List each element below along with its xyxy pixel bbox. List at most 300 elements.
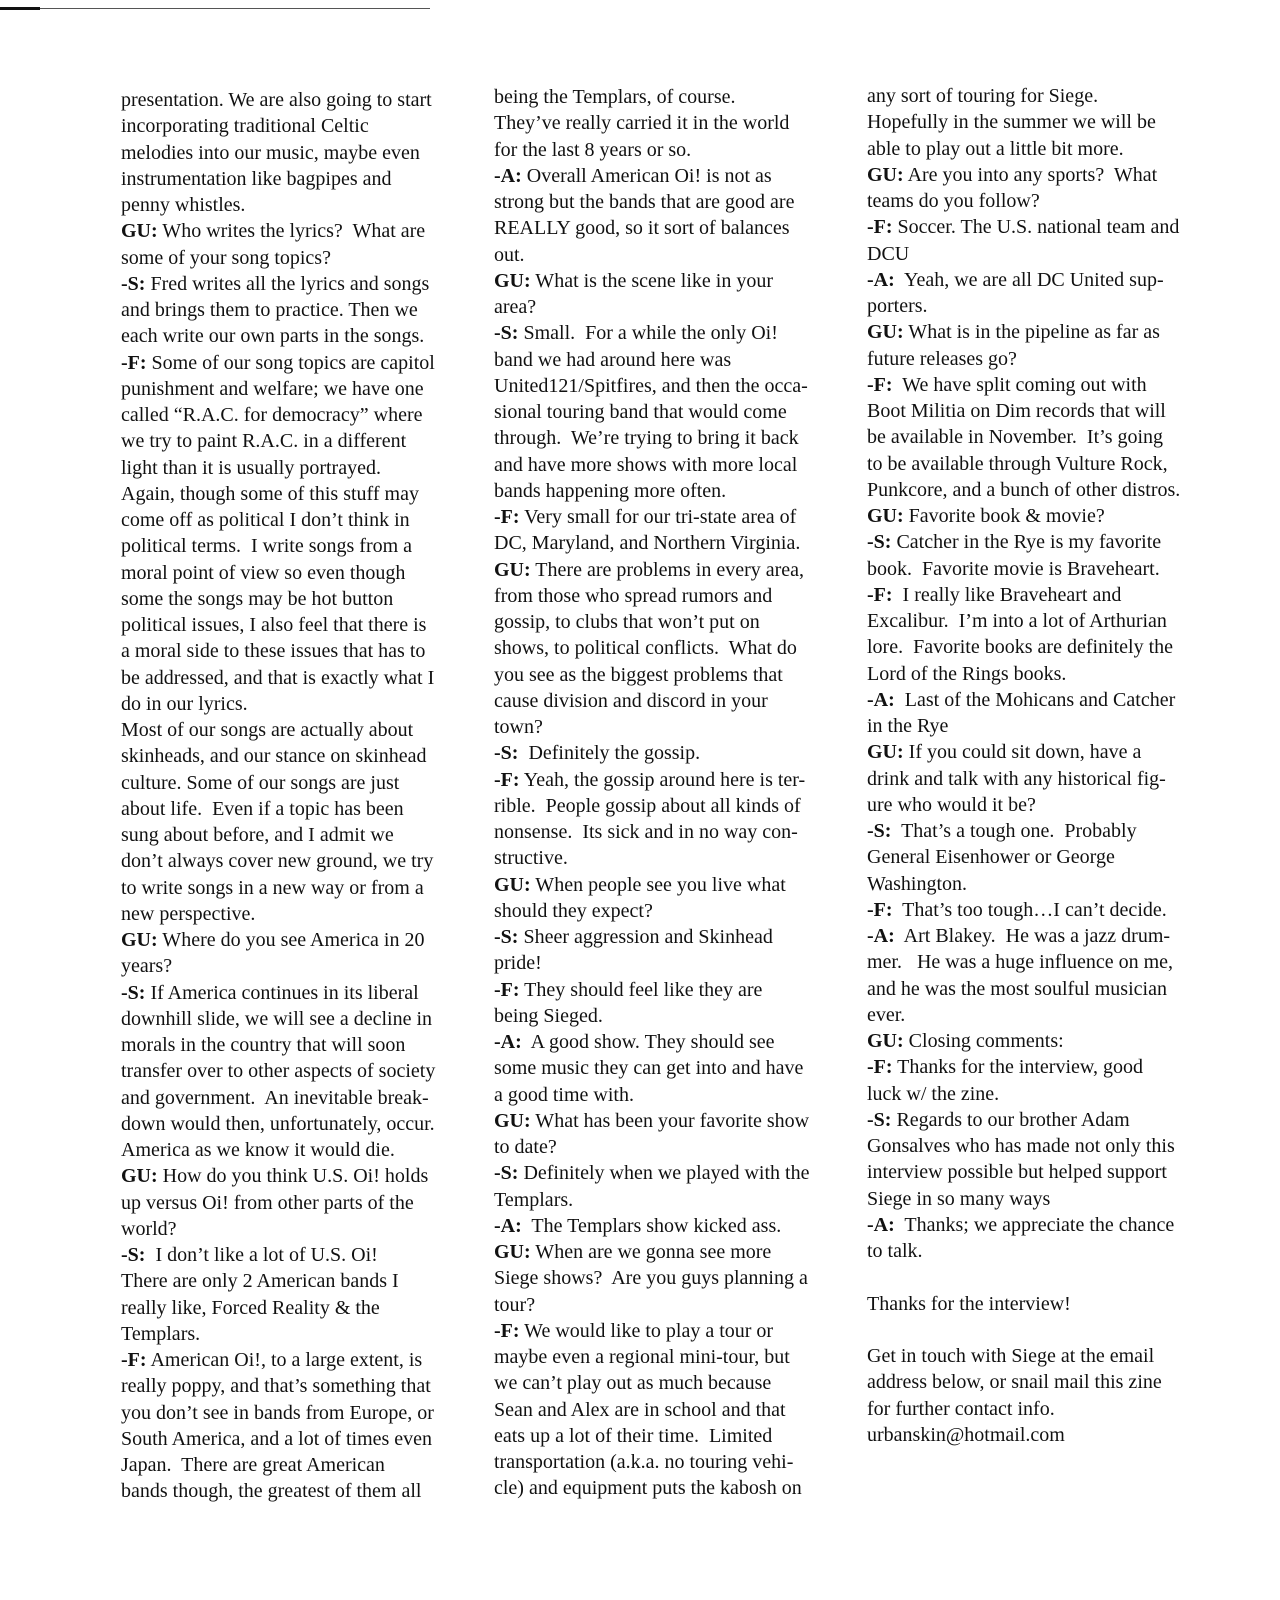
text-line <box>867 634 1237 660</box>
text-line <box>494 1055 864 1081</box>
speaker-label: GU: <box>867 505 904 527</box>
speaker-label: GU: <box>867 1030 904 1052</box>
text-line <box>121 875 491 901</box>
text-line <box>867 818 1237 844</box>
line-text: don’t always cover new ground, we try <box>121 850 434 873</box>
text-line <box>121 140 491 166</box>
line-text: drink and talk with any historical fig- <box>867 767 1166 790</box>
line-text: They’ve really carried it in the world <box>494 112 790 135</box>
text-line <box>867 398 1237 424</box>
line-text: What is in the pipeline as far as <box>903 321 1160 344</box>
text-line <box>494 1318 864 1344</box>
text-line <box>867 1133 1237 1159</box>
text-line <box>121 1321 491 1347</box>
line-text: interview possible but helped support <box>867 1161 1167 1184</box>
line-text: luck w/ the zine. <box>867 1082 1000 1105</box>
line-text: and brings them to practice. Then we <box>121 299 418 321</box>
line-text: There are problems in every area, <box>530 558 805 581</box>
line-text: you see as the biggest problems that <box>494 663 783 686</box>
line-text: to be available through Vulture Rock, <box>867 452 1168 475</box>
line-text: Soccer. The U.S. national team and <box>892 216 1180 239</box>
text-line <box>867 529 1237 555</box>
line-text: Yeah, we are all DC United sup- <box>894 268 1164 291</box>
line-text: and have more shows with more local <box>494 453 798 476</box>
speaker-label: -S: <box>867 820 892 842</box>
line-text: out. <box>494 243 525 266</box>
line-text: cause division and discord in your <box>494 689 768 712</box>
text-line <box>494 1239 864 1265</box>
text-line <box>867 1238 1237 1264</box>
text-line <box>867 1081 1237 1107</box>
line-text: They should feel like they are <box>519 978 763 1001</box>
text-line <box>494 452 864 478</box>
text-line <box>494 1187 864 1213</box>
text-line <box>121 822 491 848</box>
text-line <box>121 1190 491 1216</box>
line-text: world? <box>121 1217 177 1240</box>
speaker-label: -A: <box>494 1214 522 1237</box>
text-line <box>494 425 864 451</box>
line-text: to write songs in a new way or from a <box>121 876 424 899</box>
line-text: Some of our song topics are capitol <box>146 351 435 374</box>
text-line <box>121 323 491 349</box>
line-text: any sort of touring for Siege. <box>867 85 1099 107</box>
line-text: to talk. <box>867 1240 923 1262</box>
text-line <box>867 844 1237 870</box>
speaker-label: -A: <box>867 688 895 711</box>
line-text: Where do you see America in 20 <box>157 929 425 951</box>
line-text: We have split coming out with <box>892 373 1147 396</box>
line-text: and government. An inevitable break- <box>121 1086 429 1109</box>
text-line <box>121 1478 491 1504</box>
line-text: and he was the most soulful musician <box>867 977 1167 1000</box>
line-text: Small. For a while the only Oi! <box>518 322 778 345</box>
line-text: years? <box>121 955 173 978</box>
line-text: bands happening more often. <box>494 479 727 502</box>
text-line <box>121 1163 491 1189</box>
text-line <box>121 953 491 979</box>
text-line <box>494 557 864 583</box>
text-line <box>494 163 864 189</box>
line-text: some the songs may be hot button <box>121 587 394 610</box>
text-line <box>121 901 491 927</box>
line-text: melodies into our music, maybe even <box>121 141 420 164</box>
line-text: I don’t like a lot of U.S. Oi! <box>145 1244 378 1266</box>
line-text: That’s a tough one. Probably <box>891 820 1137 842</box>
text-line <box>867 871 1237 897</box>
text-line <box>121 166 491 192</box>
text-line <box>121 297 491 323</box>
speaker-label: GU: <box>867 321 904 344</box>
text-line <box>494 373 864 399</box>
text-line <box>867 1159 1237 1185</box>
text-line <box>494 268 864 294</box>
text-line <box>494 84 864 110</box>
line-text: American Oi!, to a large extent, is <box>146 1349 423 1371</box>
text-line <box>121 691 491 717</box>
line-text: How do you think U.S. Oi! holds <box>157 1165 429 1188</box>
line-text: bands though, the greatest of them all <box>121 1480 422 1503</box>
text-line <box>867 1317 1237 1343</box>
speaker-label: GU: <box>867 163 904 186</box>
line-text: Yeah, the gossip around here is ter- <box>519 768 806 791</box>
line-text: Closing comments: <box>903 1030 1064 1052</box>
line-text: Washington. <box>867 872 968 895</box>
line-text: presentation. We are also going to start <box>121 89 432 111</box>
line-text: pride! <box>494 952 542 975</box>
text-line <box>494 1344 864 1370</box>
text-line <box>121 271 491 297</box>
text-line <box>867 1107 1237 1133</box>
text-line <box>121 455 491 481</box>
speaker-label: -F: <box>867 583 893 606</box>
speaker-label: -F: <box>494 506 520 528</box>
text-line <box>494 504 864 530</box>
line-text: Sean and Alex are in school and that <box>494 1398 786 1421</box>
text-line <box>867 949 1237 975</box>
line-text: Favorite book & movie? <box>903 505 1105 527</box>
line-text: United121/Spitfires, and then the occa- <box>494 374 808 397</box>
speaker-label: -F: <box>867 898 893 921</box>
line-text: to date? <box>494 1136 557 1158</box>
line-text: shows, to political conflicts. What do <box>494 637 797 660</box>
text-line <box>867 713 1237 739</box>
line-text: gossip, to clubs that won’t put on <box>494 611 760 633</box>
speaker-label: GU: <box>494 873 531 896</box>
text-line <box>494 399 864 425</box>
text-line <box>121 1085 491 1111</box>
text-line <box>121 87 491 113</box>
text-line <box>867 1212 1237 1238</box>
line-text: Hopefully in the summer we will be <box>867 111 1156 134</box>
text-line <box>867 1054 1237 1080</box>
text-line <box>494 1370 864 1396</box>
line-text: Gonsalves who has made not only this <box>867 1135 1175 1157</box>
text-line <box>494 793 864 819</box>
text-line <box>121 402 491 428</box>
line-text: Lord of the Rings books. <box>867 662 1067 685</box>
text-column-2 <box>494 84 864 1502</box>
speaker-label: -S: <box>121 272 146 295</box>
text-line <box>494 583 864 609</box>
line-text: political terms. I write songs from a <box>121 535 413 558</box>
line-text: morals in the country that will soon <box>121 1034 406 1056</box>
line-text: maybe even a regional mini-tour, but <box>494 1346 790 1368</box>
text-line <box>121 980 491 1006</box>
text-line <box>494 767 864 793</box>
line-text: We would like to play a tour or <box>519 1319 774 1342</box>
line-text: book. Favorite movie is Braveheart. <box>867 557 1160 580</box>
text-line <box>494 1029 864 1055</box>
text-line <box>867 267 1237 293</box>
line-text: a moral side to these issues that has to <box>121 640 426 663</box>
line-text: That’s too tough…I can’t decide. <box>892 898 1167 921</box>
text-line <box>867 1291 1237 1317</box>
text-line <box>867 661 1237 687</box>
line-text: rible. People gossip about all kinds of <box>494 794 801 817</box>
text-line <box>867 346 1237 372</box>
line-text: Again, though some of this stuff may <box>121 482 419 505</box>
text-line <box>494 688 864 714</box>
line-text: for the last 8 years or so. <box>494 138 692 161</box>
line-text: Templars. <box>494 1188 574 1211</box>
line-text: able to play out a little bit more. <box>867 137 1124 160</box>
line-text: area? <box>494 296 537 318</box>
text-line <box>494 714 864 740</box>
line-text: future releases go? <box>867 347 1017 370</box>
text-line <box>494 740 864 766</box>
line-text: When are we gonna see more <box>530 1241 772 1263</box>
speaker-label: GU: <box>867 741 904 764</box>
line-text: town? <box>494 716 543 738</box>
line-text: each write our own parts in the songs. <box>121 325 425 348</box>
line-text: sung about before, and I admit we <box>121 824 394 846</box>
line-text: Last of the Mohicans and Catcher <box>894 688 1176 711</box>
text-line <box>494 215 864 241</box>
text-line <box>121 1111 491 1137</box>
speaker-label: GU: <box>494 269 531 292</box>
text-line <box>867 109 1237 135</box>
text-line <box>494 1134 864 1160</box>
line-text: transportation (a.k.a. no touring vehi- <box>494 1451 794 1473</box>
text-line <box>121 1452 491 1478</box>
text-column-1 <box>121 87 491 1505</box>
line-text: Overall American Oi! is not as <box>521 164 772 187</box>
line-text: new perspective. <box>121 902 256 925</box>
line-text: Who writes the lyrics? What are <box>157 220 426 243</box>
speaker-label: -S: <box>494 1162 519 1185</box>
line-text: come off as political I don’t think in <box>121 509 410 531</box>
line-text: do in our lyrics. <box>121 692 248 715</box>
speaker-label: -A: <box>494 164 522 187</box>
line-text: ure who would it be? <box>867 793 1036 816</box>
text-line <box>867 556 1237 582</box>
text-line <box>867 897 1237 923</box>
text-line <box>494 1003 864 1029</box>
top-rule <box>40 8 430 9</box>
line-text: sional touring band that would come <box>494 401 787 423</box>
line-text: from those who spread rumors and <box>494 584 773 607</box>
line-text: porters. <box>867 295 928 317</box>
line-text: light than it is usually portrayed. <box>121 456 381 479</box>
text-line <box>867 188 1237 214</box>
speaker-label: GU: <box>121 220 158 243</box>
line-text: Thanks for the interview, good <box>892 1056 1144 1079</box>
speaker-label: GU: <box>494 1109 531 1132</box>
text-line <box>121 1347 491 1373</box>
text-line <box>867 372 1237 398</box>
line-text: Thanks for the interview! <box>867 1292 1071 1315</box>
line-text: punishment and welfare; we have one <box>121 377 424 400</box>
text-line <box>494 950 864 976</box>
line-text: Templars. <box>121 1322 201 1345</box>
text-line <box>867 424 1237 450</box>
text-line <box>494 609 864 635</box>
text-line <box>867 162 1237 188</box>
text-line <box>494 530 864 556</box>
text-line <box>121 350 491 376</box>
text-line <box>494 320 864 346</box>
line-text: really like, Forced Reality & the <box>121 1296 380 1319</box>
line-text: a good time with. <box>494 1083 634 1106</box>
line-text: really poppy, and that’s something that <box>121 1375 431 1398</box>
line-text: Siege shows? Are you guys planning a <box>494 1267 808 1290</box>
text-line <box>867 477 1237 503</box>
line-text: lore. Favorite books are definitely the <box>867 636 1174 659</box>
line-text[interactable]: urbanskin@hotmail.com <box>867 1423 1065 1446</box>
text-line <box>121 717 491 743</box>
line-text: Sheer aggression and Skinhead <box>518 926 773 948</box>
text-line <box>121 1216 491 1242</box>
text-line <box>494 845 864 871</box>
line-text: Are you into any sports? What <box>903 163 1158 186</box>
line-text: we can’t play out as much because <box>494 1372 772 1395</box>
text-line <box>494 110 864 136</box>
line-text: DCU <box>867 242 910 265</box>
text-line <box>867 1002 1237 1028</box>
text-line <box>121 1137 491 1163</box>
line-text: for further contact info. <box>867 1397 1055 1420</box>
speaker-label: -S: <box>121 981 146 1004</box>
text-line <box>121 848 491 874</box>
line-text: through. We’re trying to bring it back <box>494 427 799 450</box>
text-line <box>121 218 491 244</box>
line-text: South America, and a lot of times even <box>121 1427 433 1450</box>
text-line <box>867 792 1237 818</box>
text-line <box>867 1028 1237 1054</box>
line-text: strong but the bands that are good are <box>494 191 795 213</box>
text-line <box>494 347 864 373</box>
text-line <box>867 1422 1237 1448</box>
line-text: culture. Some of our songs are just <box>121 771 400 794</box>
line-text: Thanks; we appreciate the chance <box>894 1213 1175 1236</box>
text-line <box>121 481 491 507</box>
speaker-label: -A: <box>867 1213 895 1236</box>
line-text: some music they can get into and have <box>494 1057 804 1080</box>
line-text: be available in November. It’s going <box>867 426 1164 449</box>
text-column-3 <box>867 83 1237 1448</box>
text-line <box>867 608 1237 634</box>
text-line <box>121 770 491 796</box>
speaker-label: -S: <box>494 742 519 765</box>
line-text: If you could sit down, have a <box>903 741 1142 764</box>
line-text: A good show. They should see <box>521 1031 775 1053</box>
text-line <box>494 977 864 1003</box>
line-text: should they expect? <box>494 899 653 922</box>
line-text: political issues, I also feel that there is <box>121 614 427 636</box>
line-text: When people see you live what <box>530 873 786 896</box>
line-text: being the Templars, of course. <box>494 86 736 108</box>
line-text: being Sieged. <box>494 1004 603 1027</box>
line-text: moral point of view so even though <box>121 561 406 584</box>
speaker-label: -S: <box>121 1244 146 1266</box>
text-line <box>121 1242 491 1268</box>
text-line <box>867 1396 1237 1422</box>
text-line <box>494 1213 864 1239</box>
text-line <box>121 743 491 769</box>
text-line <box>867 582 1237 608</box>
text-line <box>494 662 864 688</box>
line-text: be addressed, and that is exactly what I <box>121 666 435 689</box>
text-line <box>121 1295 491 1321</box>
speaker-label: -F: <box>867 216 893 239</box>
text-line <box>494 898 864 924</box>
speaker-label: -F: <box>121 351 147 374</box>
line-text: penny whistles. <box>121 194 246 216</box>
line-text: up versus Oi! from other parts of the <box>121 1191 414 1214</box>
speaker-label: -F: <box>494 768 520 791</box>
text-line <box>867 923 1237 949</box>
text-line <box>494 1423 864 1449</box>
text-line <box>867 687 1237 713</box>
text-line <box>121 1400 491 1426</box>
text-line <box>494 1397 864 1423</box>
text-line <box>494 1449 864 1475</box>
text-line <box>494 1108 864 1134</box>
text-line <box>867 1343 1237 1369</box>
line-text: I really like Braveheart and <box>892 583 1122 606</box>
speaker-label: -F: <box>494 978 520 1001</box>
line-text: called “R.A.C. for democracy” where <box>121 404 423 426</box>
line-text: DC, Maryland, and Northern Virginia. <box>494 532 801 555</box>
line-text: in the Rye <box>867 715 949 737</box>
speaker-label: -A: <box>867 268 895 291</box>
text-line <box>494 819 864 845</box>
text-line <box>121 1373 491 1399</box>
text-line <box>121 638 491 664</box>
text-line <box>121 1032 491 1058</box>
text-line <box>867 214 1237 240</box>
text-line <box>494 1265 864 1291</box>
line-text: Art Blakey. He was a jazz drum- <box>894 925 1171 947</box>
text-line <box>121 927 491 953</box>
line-text: Boot Militia on Dim records that will <box>867 400 1166 422</box>
line-text: Most of our songs are actually about <box>121 719 414 741</box>
text-line <box>494 635 864 661</box>
speaker-label: -S: <box>867 531 892 554</box>
speaker-label: GU: <box>121 1165 158 1188</box>
speaker-label: GU: <box>121 929 158 951</box>
text-line <box>494 294 864 320</box>
line-text: Definitely the gossip. <box>518 742 701 765</box>
text-line <box>494 478 864 504</box>
speaker-label: -S: <box>867 1108 892 1131</box>
text-line <box>867 1264 1237 1290</box>
line-text: America as we know it would die. <box>121 1139 395 1161</box>
line-text: address below, or snail mail this zine <box>867 1371 1162 1394</box>
text-line <box>121 560 491 586</box>
line-text: about life. Even if a topic has been <box>121 797 404 820</box>
text-line <box>867 319 1237 345</box>
speaker-label: GU: <box>494 558 531 581</box>
speaker-label: -S: <box>494 926 519 948</box>
speaker-label: -F: <box>867 1056 893 1079</box>
text-line <box>121 612 491 638</box>
line-text: transfer over to other aspects of society <box>121 1060 436 1083</box>
line-text: downhill slide, we will see a decline in <box>121 1007 433 1030</box>
speaker-label: -F: <box>494 1319 520 1342</box>
text-line <box>867 241 1237 267</box>
text-line <box>121 507 491 533</box>
line-text: The Templars show kicked ass. <box>521 1214 782 1237</box>
line-text: incorporating traditional Celtic <box>121 115 369 138</box>
line-text: Get in touch with Siege at the email <box>867 1345 1155 1367</box>
line-text: Punkcore, and a bunch of other distros. <box>867 478 1181 501</box>
text-line <box>494 1475 864 1501</box>
line-text: Definitely when we played with the <box>518 1162 810 1185</box>
line-text: What is the scene like in your <box>530 269 774 292</box>
line-text: REALLY good, so it sort of balances <box>494 217 790 240</box>
